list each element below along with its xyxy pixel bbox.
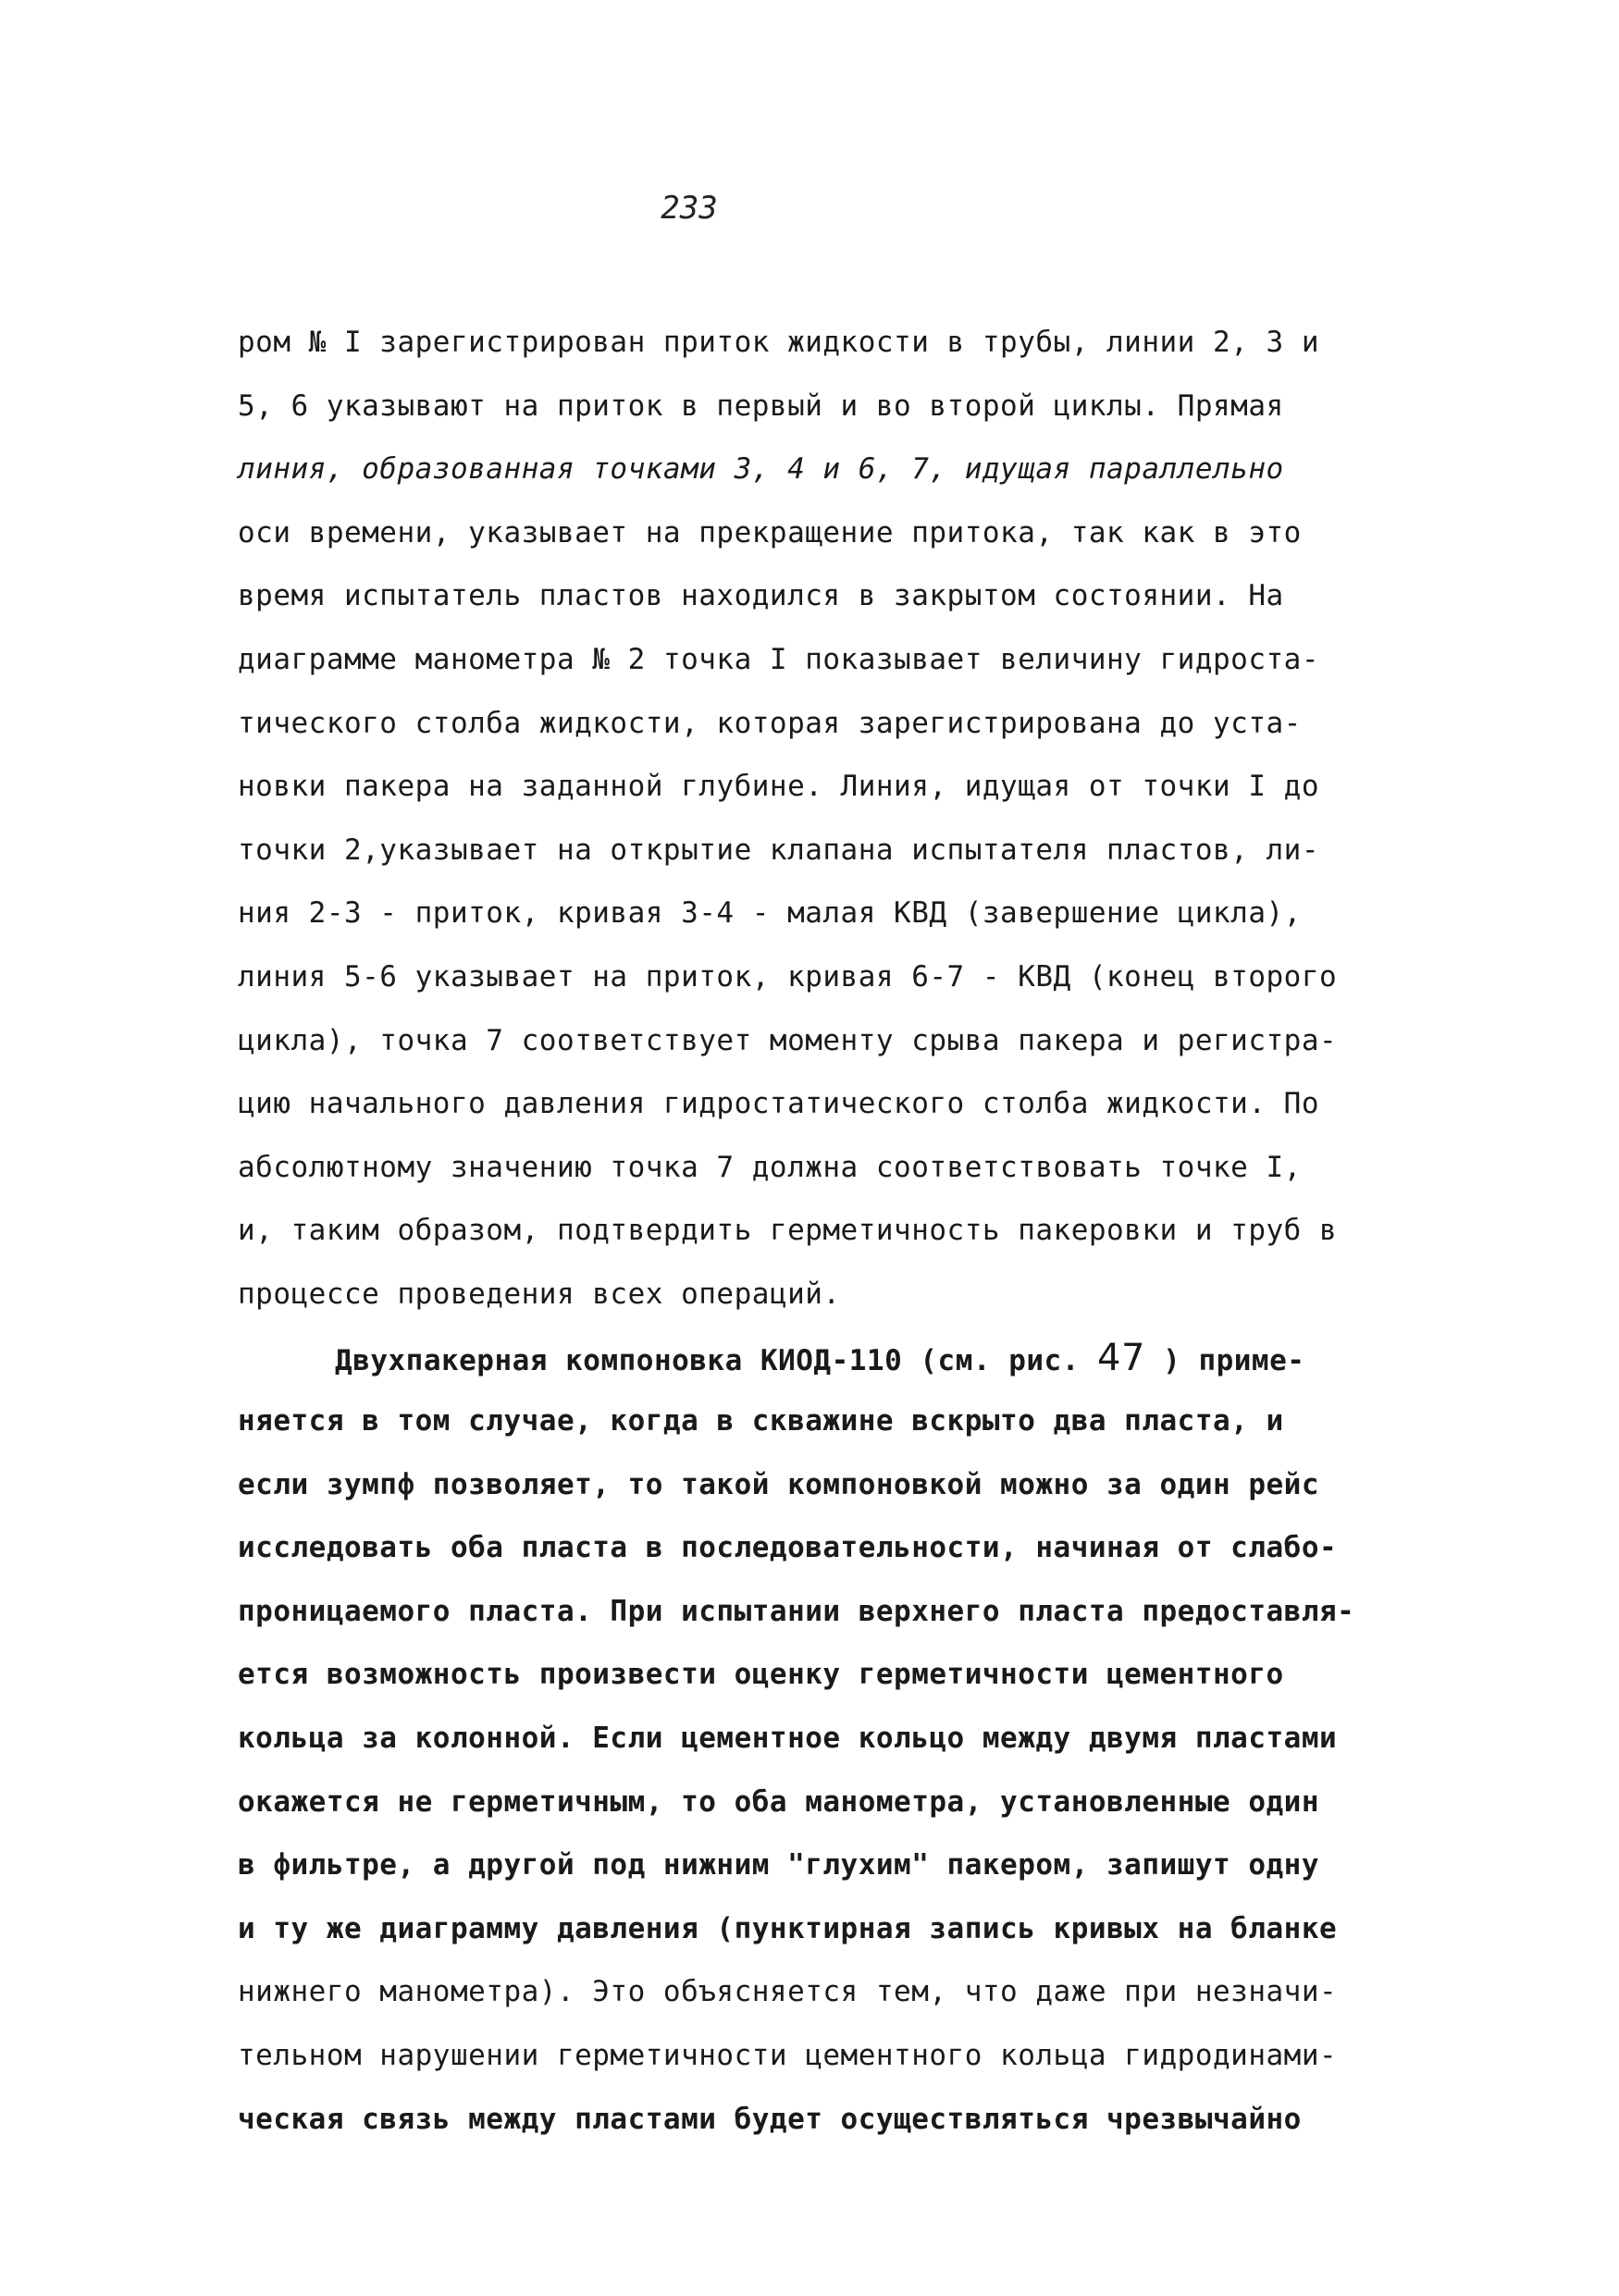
text-line: линия 5-6 указывает на приток, кривая 6-7 - КВД (конец второго xyxy=(238,959,1338,994)
text-line: няется в том случае, когда в скважине вскрыто два пласта, и xyxy=(238,1404,1284,1438)
page-number: 233 xyxy=(661,190,718,227)
text-line: кольца за колонной. Если цементное кольцо между двумя пластами xyxy=(238,1722,1338,1756)
text-line: ром № I зарегистрирован приток жидкости в трубы, линии 2, 3 и xyxy=(238,326,1319,359)
text-segment: ) приме- xyxy=(1144,1343,1305,1377)
text-line: новки пакера на заданной глубине. Линия, идущая от точки I до xyxy=(238,770,1319,804)
figure-reference: 47 xyxy=(1097,1336,1145,1379)
text-line: и ту же диаграмму давления (пунктирная запись кривых на бланке xyxy=(238,1911,1338,1945)
text-line: тического столба жидкости, которая зарегистрирована до уста- xyxy=(238,706,1302,740)
text-line: проницаемого пласта. При испытании верхнего пласта предоставля- xyxy=(238,1594,1355,1628)
text-line: цию начального давления гидростатического столба жидкости. По xyxy=(238,1087,1319,1121)
text-line: цикла), точка 7 соответствует моменту срыва пакера и регистра- xyxy=(238,1023,1338,1057)
body-text xyxy=(238,311,1440,2151)
text-line: и, таким образом, подтвердить герметичность пакеровки и труб в xyxy=(238,1214,1338,1248)
text-line: 5, 6 указывают на приток в первый и во второй циклы. Прямая xyxy=(238,389,1284,423)
text-line: если зумпф позволяет, то такой компоновкой можно за один рейс xyxy=(238,1467,1319,1501)
text-line: нижнего манометра). Это объясняется тем, что даже при незначи- xyxy=(238,1975,1338,2009)
text-line: диаграмме манометра № 2 точка I показывает величину гидроста- xyxy=(238,642,1319,676)
paragraph-first-line xyxy=(238,1327,1440,1390)
text-line: процессе проведения всех операций. xyxy=(238,1277,841,1311)
text-line: ния 2-3 - приток, кривая 3-4 - малая КВД (завершение цикла), xyxy=(238,896,1302,931)
text-line: в фильтре, а другой под нижним "глухим" пакером, запишут одну xyxy=(238,1848,1319,1882)
text-segment: Двухпакерная компоновка КИОД-110 (см. рис. xyxy=(335,1343,1098,1377)
text-line: ется возможность произвести оценку герметичности цементного xyxy=(238,1658,1284,1692)
text-line: исследовать оба пласта в последовательности, начиная от слабо- xyxy=(238,1531,1338,1565)
text-line: абсолютному значению точка 7 должна соответствовать точке I, xyxy=(238,1150,1302,1184)
text-line: тельном нарушении герметичности цементного кольца гидродинами- xyxy=(238,2039,1338,2073)
text-line: ческая связь между пластами будет осуществляться чрезвычайно xyxy=(238,2102,1302,2136)
text-line: линия, образованная точками 3, 4 и 6, 7, идущая параллельно xyxy=(238,452,1284,487)
text-line: окажется не герметичным, то оба манометра, установленные один xyxy=(238,1784,1319,1819)
text-line: оси времени, указывает на прекращение притока, так как в это xyxy=(238,515,1302,549)
text-line: время испытатель пластов находился в закрытом состоянии. На xyxy=(238,579,1284,613)
text-line: точки 2,указывает на открытие клапана испытателя пластов, ли- xyxy=(238,833,1319,867)
